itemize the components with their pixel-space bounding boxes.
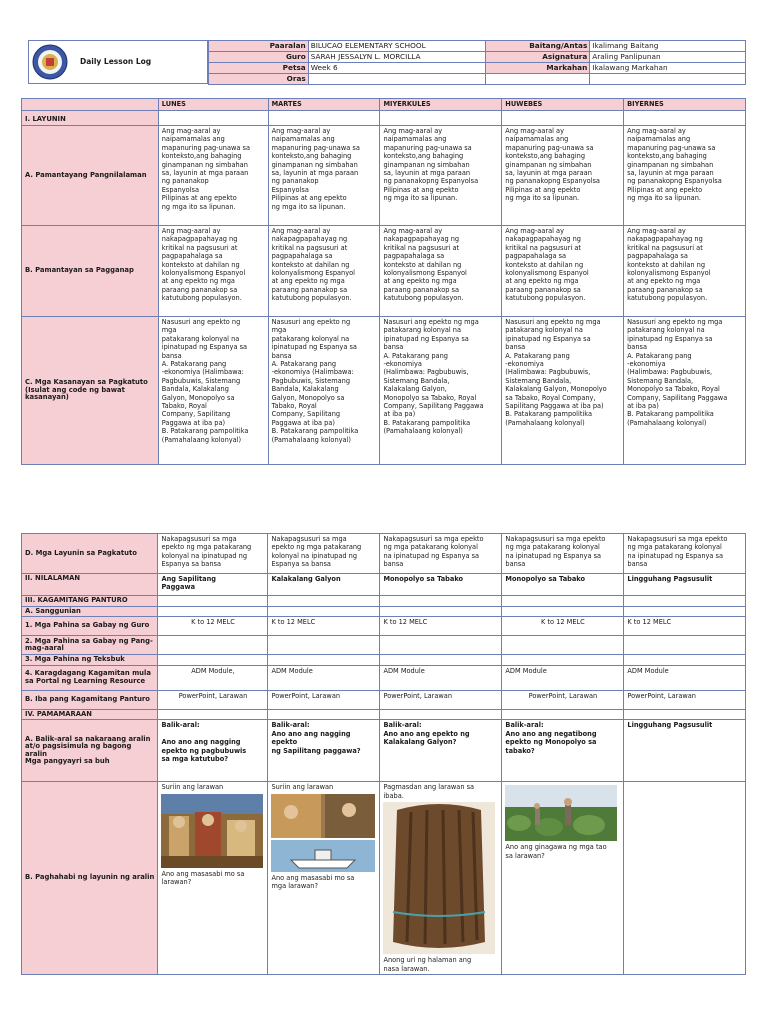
row-label: 3. Mga Pahina ng Teksbuk [22,655,158,666]
empty-cell [268,596,380,607]
empty-cell [624,636,746,655]
cell-text-content: Ang mag-aaral ay nakapagpapahayag ng kritikal na pagsusuri at pagpapahalaga sa konteksto at dahilan ng kolonyalismong Espanyol at ang epekto ng mga paraang pananakop sa katutubong populasyon. [505,227,589,303]
empty-cell [380,636,502,655]
row-label [22,317,159,465]
empty-cell [380,655,502,666]
review-question: Ano ano ang negatibong epekto ng Monopolyo sa tabako? [505,729,597,755]
cell-text [624,226,746,317]
empty-cell [624,782,746,975]
row-label: B. Iba pang Kagamitang Panturo [22,690,158,709]
cell-text [624,534,746,574]
empty-cell [380,596,502,607]
lesson-table-bottom [21,533,746,975]
cell-with-image [380,782,502,975]
nilalaman-row [22,574,746,596]
sanggunian-row [22,606,746,617]
info-row [209,41,746,52]
cell-text [380,534,502,574]
row-label: 4. Karagdagang Kagamitan mula sa Portal ng Learning Resource [22,665,158,690]
empty-cell [158,111,268,126]
deped-seal-icon [32,44,68,80]
empty-cell [158,655,268,666]
cell-text-content: Ang mag-aaral ay naipamamalas ang mapanuring pag-unawa sa konteksto,ang bahaging ginampanan ng simbahan sa, layunin at mga paraan ng pananakopng Espanyolsa Pilipinas at ang epekto ng mga ito sa lipunan. [383,127,479,203]
row-label [22,720,158,782]
teksbuk-row [22,655,746,666]
cell-text: Kalakalang Galyon [268,574,380,596]
info-value: Araling Panlipunan [590,52,746,63]
empty-cell [502,606,624,617]
info-label: Paaralan [209,41,309,52]
info-value: SARAH JESSALYN L. MORCILLA [308,52,486,63]
empty-cell [502,596,624,607]
cell-text [502,534,624,574]
section-row [22,111,746,126]
review-heading: Balik-aral: [161,721,200,730]
cell-text-content: Nakapagsusuri sa mga epekto ng mga patakarang kolonyal na ipinatupad ng Espanya sa bansa [505,535,606,569]
empty-cell [380,709,502,720]
info-value: BILUCAO ELEMENTARY SCHOOL [308,41,486,52]
pagganap-row [22,226,746,317]
day-header-row [22,99,746,111]
cell-text [624,126,746,226]
cell-text-content: Ang mag-aaral ay naipamamalas ang mapanuring pag-unawa sa konteksto,ang bahaging ginampanan ng simbahan sa, layunin at mga paraan ng pananakop Espanyolsa Pilipinas at ang epekto ng mga ito sa lipunan. [271,127,360,211]
tobacco-farm-image [505,785,617,841]
cell-with-image [502,782,624,975]
empty-cell [624,111,746,126]
cell-text: ADM Module [380,665,502,690]
day-header: BIYERNES [624,99,746,111]
cell-text [502,720,624,782]
cell-text: ADM Module [502,665,624,690]
empty-cell [502,709,624,720]
iba-row [22,690,746,709]
empty-cell [268,111,380,126]
empty-cell [158,636,268,655]
row-label: B. Paghahabi ng layunin ng aralin [22,782,158,975]
cell-text-content: Ang mag-aaral ay naipamamalas ang mapanuring pag-unawa sa konteksto,ang bahaging ginampanan ng simbahan sa, layunin at mga paraan ng pananakop Espanyolsa Pilipinas at ang epekto ng mga ito sa lipunan. [161,127,250,211]
cell-text: ADM Module, [158,665,268,690]
layunin-pagkatuto-row [22,534,746,574]
empty-cell [502,636,624,655]
cell-text [268,126,380,226]
karagdagang-row [22,665,746,690]
empty-cell [380,111,502,126]
kagamitan-row [22,596,746,607]
info-value [486,74,590,85]
row-label-text: A. Balik-aral sa nakaraang aralin at/o pagsisimula ng bagong aralin Mga pangyayri sa buh [25,734,151,766]
info-label: Guro [209,52,309,63]
image-caption-bottom: Ano ang masasabi mo sa mga larawan? [271,873,355,891]
section-label: I. LAYUNIN [22,111,159,126]
cell-text [268,317,380,465]
row-label-text: B. Pamantayan sa Pagganap [25,266,134,275]
cell-text: Lingguhang Pagsusulit [624,574,746,596]
image-caption-bottom: Anong uri ng halaman ang nasa larawan. [383,956,472,973]
row-label: 1. Mga Pahina sa Gabay ng Guro [22,617,158,636]
image-caption-top: Suriin ang larawan [161,783,224,792]
cell-text: PowerPoint, Larawan [624,690,746,709]
info-label: Markahan [486,63,590,74]
cell-text [158,226,268,317]
pamamaraan-row [22,709,746,720]
paghahabi-row [22,782,746,975]
info-label: Baitang/Antas [486,41,590,52]
cell-text-content: Ang mag-aaral ay naipamamalas ang mapanuring pag-unawa sa konteksto,ang bahaging ginampanan ng simbahan sa, layunin at mga paraan ng pananakopng Espanyolsa Pilipinas at ang epekto ng mga ito sa lipunan. [627,127,722,203]
empty-cell [158,709,268,720]
cell-text: Monopolyo sa Tabako [380,574,502,596]
row-label-text: C. Mga Kasanayan sa Pagkatuto (Isulat ang code ng bawat kasanayan) [25,378,148,402]
row-label: D. Mga Layunin sa Pagkatuto [22,534,158,574]
balik-aral-row [22,720,746,782]
cell-text: PowerPoint, Larawan [158,690,268,709]
cell-text [268,534,380,574]
image-caption-bottom: Ano ang masasabi mo sa larawan? [161,869,245,887]
info-value: Ikalawang Markahan [590,63,746,74]
empty-cell [158,606,268,617]
row-label-text: A. Pamantayang Pangnilalaman [25,170,147,179]
cell-text [158,574,268,596]
cell-text-content: Ang mag-aaral ay nakapagpapahayag ng kritikal na pagsusuri at pagpapahalaga sa konteksto at dahilan ng kolonyalismong Espanyol at ang epekto ng mga paraang pananakop sa katutubong populasyon. [161,227,246,303]
cell-text: K to 12 MELC [158,617,268,636]
cell-text [502,226,624,317]
cell-text-content: Nasusuri ang epekto ng mga patakarang kolonyal na ipinatupad ng Espanya sa bansa A. Patakarang pang -ekonomiya (Halimbawa: Pagbubuwis, Sistemang Bandala, Kalakalang Galyon, Monopolyo sa Tabako, Royal Company, Sapilitang Paggawa at iba pa) B. Patakarang pampolitika (Pamahalaang kolonyal) [505,318,607,427]
cell-text: PowerPoint, Larawan [268,690,380,709]
info-row [209,74,746,85]
cell-text: K to 12 MELC [380,617,502,636]
cell-text: K to 12 MELC [502,617,624,636]
cell-text [624,720,746,782]
corner-cell [22,99,159,111]
cell-text [380,720,502,782]
info-row [209,63,746,74]
empty-cell [380,606,502,617]
gabay-guro-row [22,617,746,636]
cell-text-content: Nakapagsusuri sa mga epekto ng mga patakarang kolonyal na ipinatupad ng Espanya sa bansa [161,535,252,569]
review-heading: Balik-aral: [271,721,310,730]
empty-cell [502,111,624,126]
day-header: MARTES [268,99,380,111]
info-value: Ikalimang Baitang [590,41,746,52]
review-question: Ano ano ang epekto ng Kalakalang Galyon? [383,729,470,747]
review-question: Ano ano ang nagging epekto ng Sapilitang paggawa? [271,729,361,755]
info-value: Week 6 [308,63,486,74]
image-caption-top: Pagmasdan ang larawan sa ibaba. [383,783,475,800]
cell-text [268,720,380,782]
empty-cell [268,636,380,655]
empty-cell [624,596,746,607]
empty-cell [268,606,380,617]
lesson-table-top [21,98,746,465]
cell-text: K to 12 MELC [268,617,380,636]
row-label [22,126,159,226]
cell-text: K to 12 MELC [624,617,746,636]
cell-with-image [268,782,380,975]
cell-text: ADM Module [268,665,380,690]
empty-cell [268,655,380,666]
info-label: Oras [209,74,309,85]
cell-text-content: Nasusuri ang epekto ng mga patakarang kolonyal na ipinatupad ng Espanya sa bansa A. Patakarang pang -ekonomiya (Halimbawa: Pagbubuwis, Sistemang Bandala, Kalakalang Galyon, Monopolyo sa Tabako, Royal Company, Sapilitang Paggawa at iba pa) B. Patakarang pampolitika (Pamahalaang kolonyal) [271,318,359,444]
cell-text [380,226,502,317]
cell-text [502,126,624,226]
cell-text: PowerPoint, Larawan [380,690,502,709]
empty-cell [158,596,268,607]
cell-text [158,126,268,226]
day-header: HUWEBES [502,99,624,111]
cell-text [158,534,268,574]
image-caption-bottom: Ano ang ginagawa ng mga tao sa larawan? [505,843,607,860]
info-value [308,74,486,85]
gabay-magaaral-row [22,636,746,655]
kasanayan-row [22,317,746,465]
cell-text-content: Ang mag-aaral ay nakapagpapahayag ng kritikal na pagsusuri at pagpapahalaga sa konteksto at dahilan ng kolonyalismong Espanyol at ang epekto ng mga paraang pananakop sa katutubong populasyon. [627,227,711,303]
cell-text-content: Ang mag-aaral ay nakapagpapahayag ng kritikal na pagsusuri at pagpapahalaga sa konteksto at dahilan ng kolonyalismong Espanyol at ang epekto ng mga paraang pananakop sa katutubong populasyon. [271,227,356,303]
review-heading: Balik-aral: [505,721,544,730]
empty-cell [624,606,746,617]
cell-text [268,226,380,317]
cell-text-content: Ang Sapilitang Paggawa [161,575,217,592]
cell-text [158,720,268,782]
review-question: Ano ano ang nagging epekto ng pagbubuwis sa mga katutubo? [161,738,247,763]
info-label: Petsa [209,63,309,74]
empty-cell [268,709,380,720]
row-label: II. NILALAMAN [22,574,158,596]
colonial-mural-image [161,794,263,868]
cell-text: ADM Module [624,665,746,690]
cell-text-content: Nasusuri ang epekto ng mga patakarang kolonyal na ipinatupad ng Espanya sa bansa A. Patakarang pang -ekonomiya (Halimbawa: Pagbubuwis, Sistemang Bandala, Kalakalang Galyon, Monopolyo sa Tabako, Royal Company, Sapilitang Paggawa at iba pa) B. Patakarang pampolitika (Pamahalaang kolonyal) [161,318,249,444]
image-caption-top: Suriin ang larawan [271,783,334,792]
info-label: Asignatura [486,52,590,63]
empty-cell [502,655,624,666]
cell-text-content: Nasusuri ang epekto ng mga patakarang kolonyal na ipinatupad ng Espanya sa bansa A. Patakarang pang -ekonomiya (Halimbawa: Pagbubuwis, Sistemang Bandala, Kalakalang Galyon, Monopolyo sa Tabako, Royal Company, Sapilitang Paggawa at iba pa) B. Patakarang pampolitika (Pamahalaang kolonyal) [383,318,484,436]
cell-text [380,317,502,465]
cell-text-content: Ang mag-aaral ay naipamamalas ang mapanuring pag-unawa sa konteksto,ang bahaging ginampanan ng simbahan sa, layunin at mga paraan ng pananakopng Espanyolsa Pilipinas at ang epekto ng mga ito sa lipunan. [505,127,600,203]
day-header: MIYERKULES [380,99,502,111]
row-label: III. KAGAMITANG PANTURO [22,596,158,607]
info-value [590,74,746,85]
day-header: LUNES [158,99,268,111]
cell-text-content: Ang mag-aaral ay nakapagpapahayag ng kritikal na pagsusuri at pagpapahalaga sa konteksto at dahilan ng kolonyalismong Espanyol at ang epekto ng mga paraang pananakop sa katutubong populasyon. [383,227,467,303]
cell-text [624,317,746,465]
cell-text-content: Nakapagsusuri sa mga epekto ng mga patakarang kolonyal na ipinatupad ng Espanya sa bansa [383,535,484,569]
log-title: Daily Lesson Log [80,57,152,66]
cell-text [380,126,502,226]
row-label: A. Sanggunian [22,606,158,617]
cell-text [158,317,268,465]
cell-text-content: Nasusuri ang epekto ng mga patakarang kolonyal na ipinatupad ng Espanya sa bansa A. Patakarang pang -ekonomiya (Halimbawa: Pagbubuwis, Sistemang Bandala, Monopolyo sa Tabako, Royal Company, Sapilitang Paggawa at iba pa) B. Patakarang pampolitika (Pamahalaang kolonyal) [627,318,728,427]
cell-text: PowerPoint, Larawan [502,690,624,709]
review-heading: Balik-aral: [383,721,422,730]
info-row [209,52,746,63]
empty-cell [624,709,746,720]
cell-with-image [158,782,268,975]
tobacco-leaves-image [383,802,495,954]
pamantayang-row [22,126,746,226]
forced-labor-images [271,794,375,872]
cell-text-content: Nakapagsusuri sa mga epekto ng mga patakarang kolonyal na ipinatupad ng Espanya sa bansa [627,535,728,569]
review-heading: Lingguhang Pagsusulit [627,721,713,730]
cell-text-content: Nakapagsusuri sa mga epekto ng mga patakarang kolonyal na ipinatupad ng Espanya sa bansa [271,535,362,569]
row-label [22,226,159,317]
row-label: 2. Mga Pahina sa Gabay ng Pang-mag-aaral [22,636,158,655]
cell-text [502,317,624,465]
empty-cell [624,655,746,666]
cell-text: Monopolyo sa Tabako [502,574,624,596]
info-table [208,40,746,85]
row-label: IV. PAMAMARAAN [22,709,158,720]
